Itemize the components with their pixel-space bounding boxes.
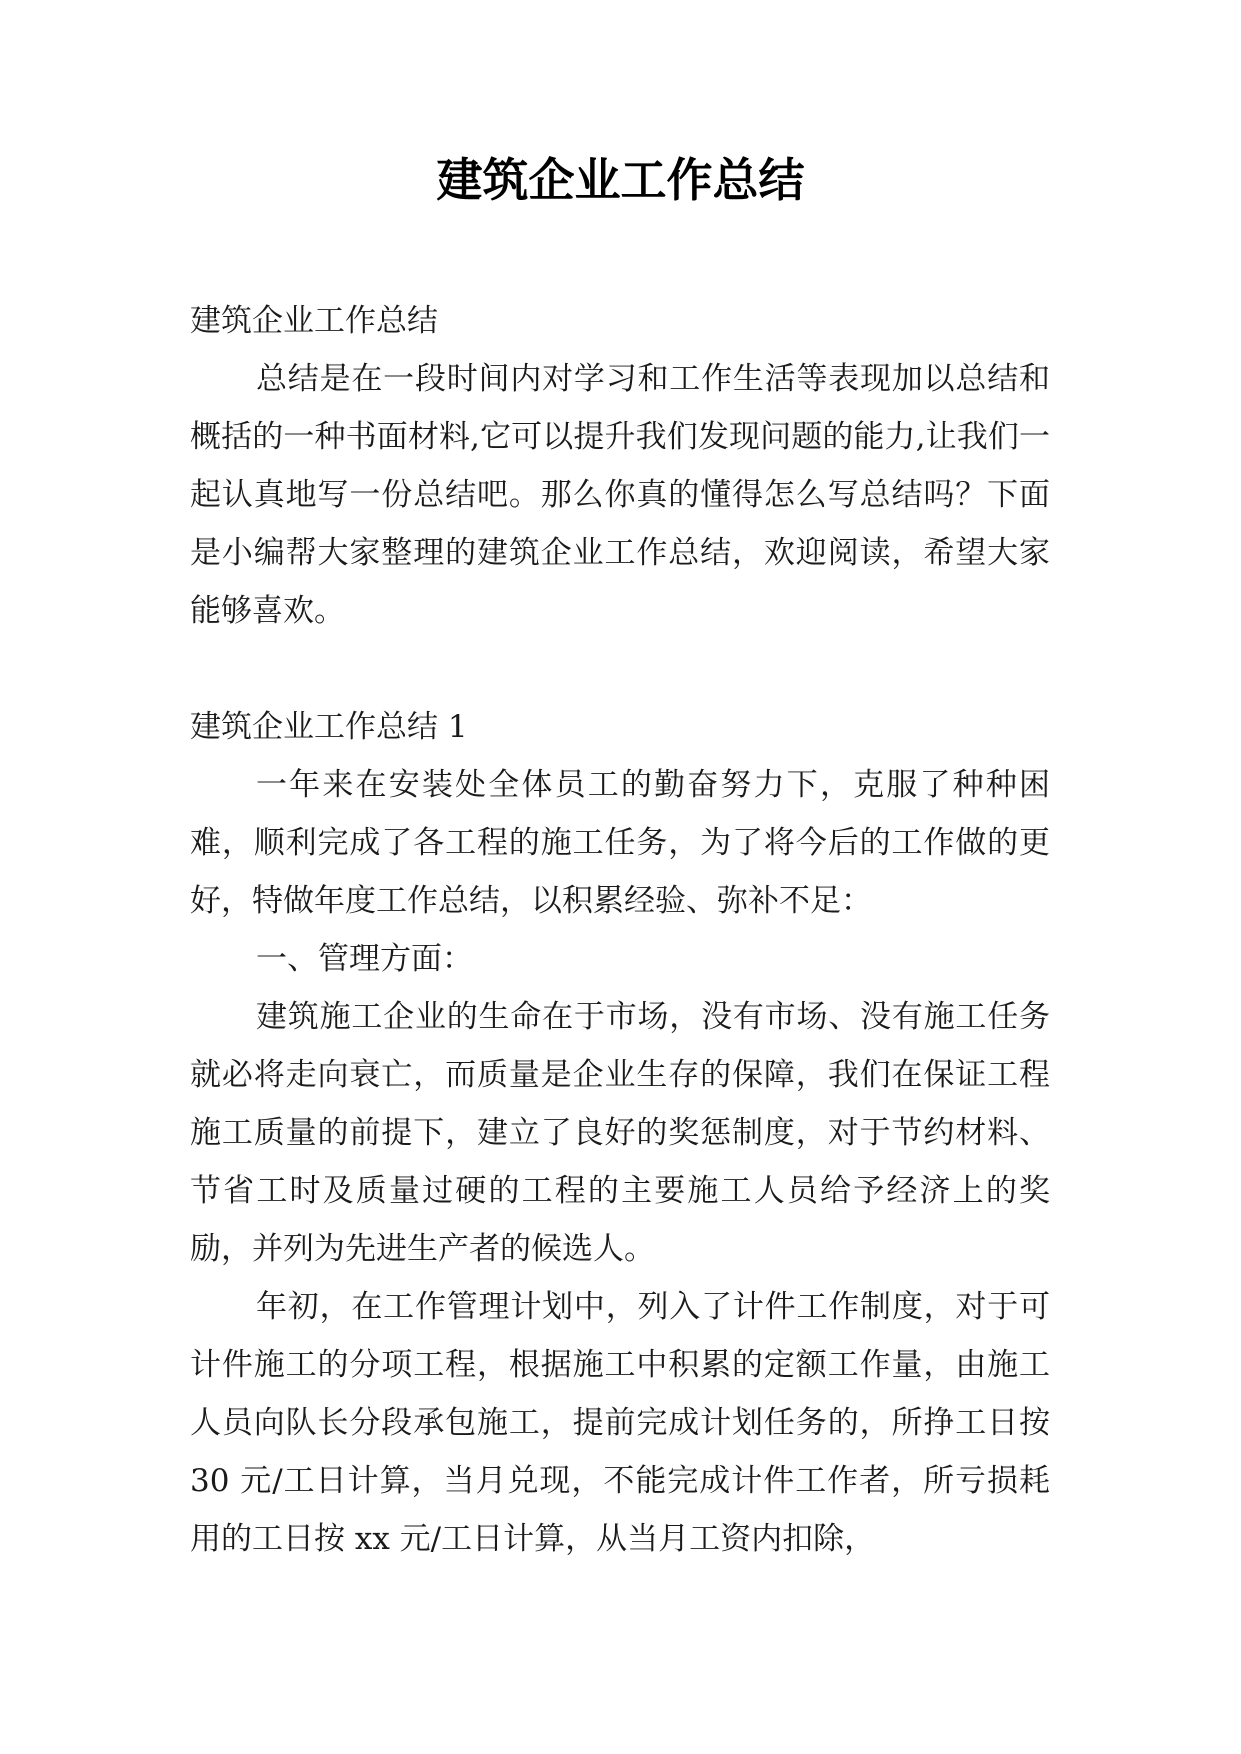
body-paragraph: 年初，在工作管理计划中，列入了计件工作制度，对于可计件施工的分项工程，根据施工中积累的定额工作量，由施工人员向队长分段承包施工，提前完成计划任务的，所挣工日按 30 元/工日计算，当月兑现，不能完成计件工作者，所亏损耗用的工日按 xx 元/工日计算，从当月工资内扣除， [190, 1289, 1050, 1557]
body-paragraph: 一年来在安装处全体员工的勤奋努力下，克服了种种困难，顺利完成了各工程的施工任务，为了将今后的工作做的更好，特做年度工作总结，以积累经验、弥补不足： [190, 767, 1050, 919]
paragraph-spacer [190, 640, 1050, 698]
document-subtitle: 建筑企业工作总结 [190, 303, 438, 339]
section-heading: 建筑企业工作总结 1 [190, 709, 468, 745]
subsection-heading: 一、管理方面： [256, 941, 473, 977]
document-body [190, 292, 1050, 1568]
body-paragraph: 建筑施工企业的生命在于市场，没有市场、没有施工任务就必将走向衰亡，而质量是企业生存的保障，我们在保证工程施工质量的前提下，建立了良好的奖惩制度，对于节约材料、节省工时及质量过硬的工程的主要施工人员给予经济上的奖励，并列为先进生产者的候选人。 [190, 999, 1050, 1267]
document-title: 建筑企业工作总结 [436, 153, 805, 207]
intro-paragraph: 总结是在一段时间内对学习和工作生活等表现加以总结和概括的一种书面材料,它可以提升我们发现问题的能力,让我们一起认真地写一份总结吧。那么你真的懂得怎么写总结吗？下面是小编帮大家整理的建筑企业工作总结，欢迎阅读，希望大家能够喜欢。 [190, 361, 1050, 629]
